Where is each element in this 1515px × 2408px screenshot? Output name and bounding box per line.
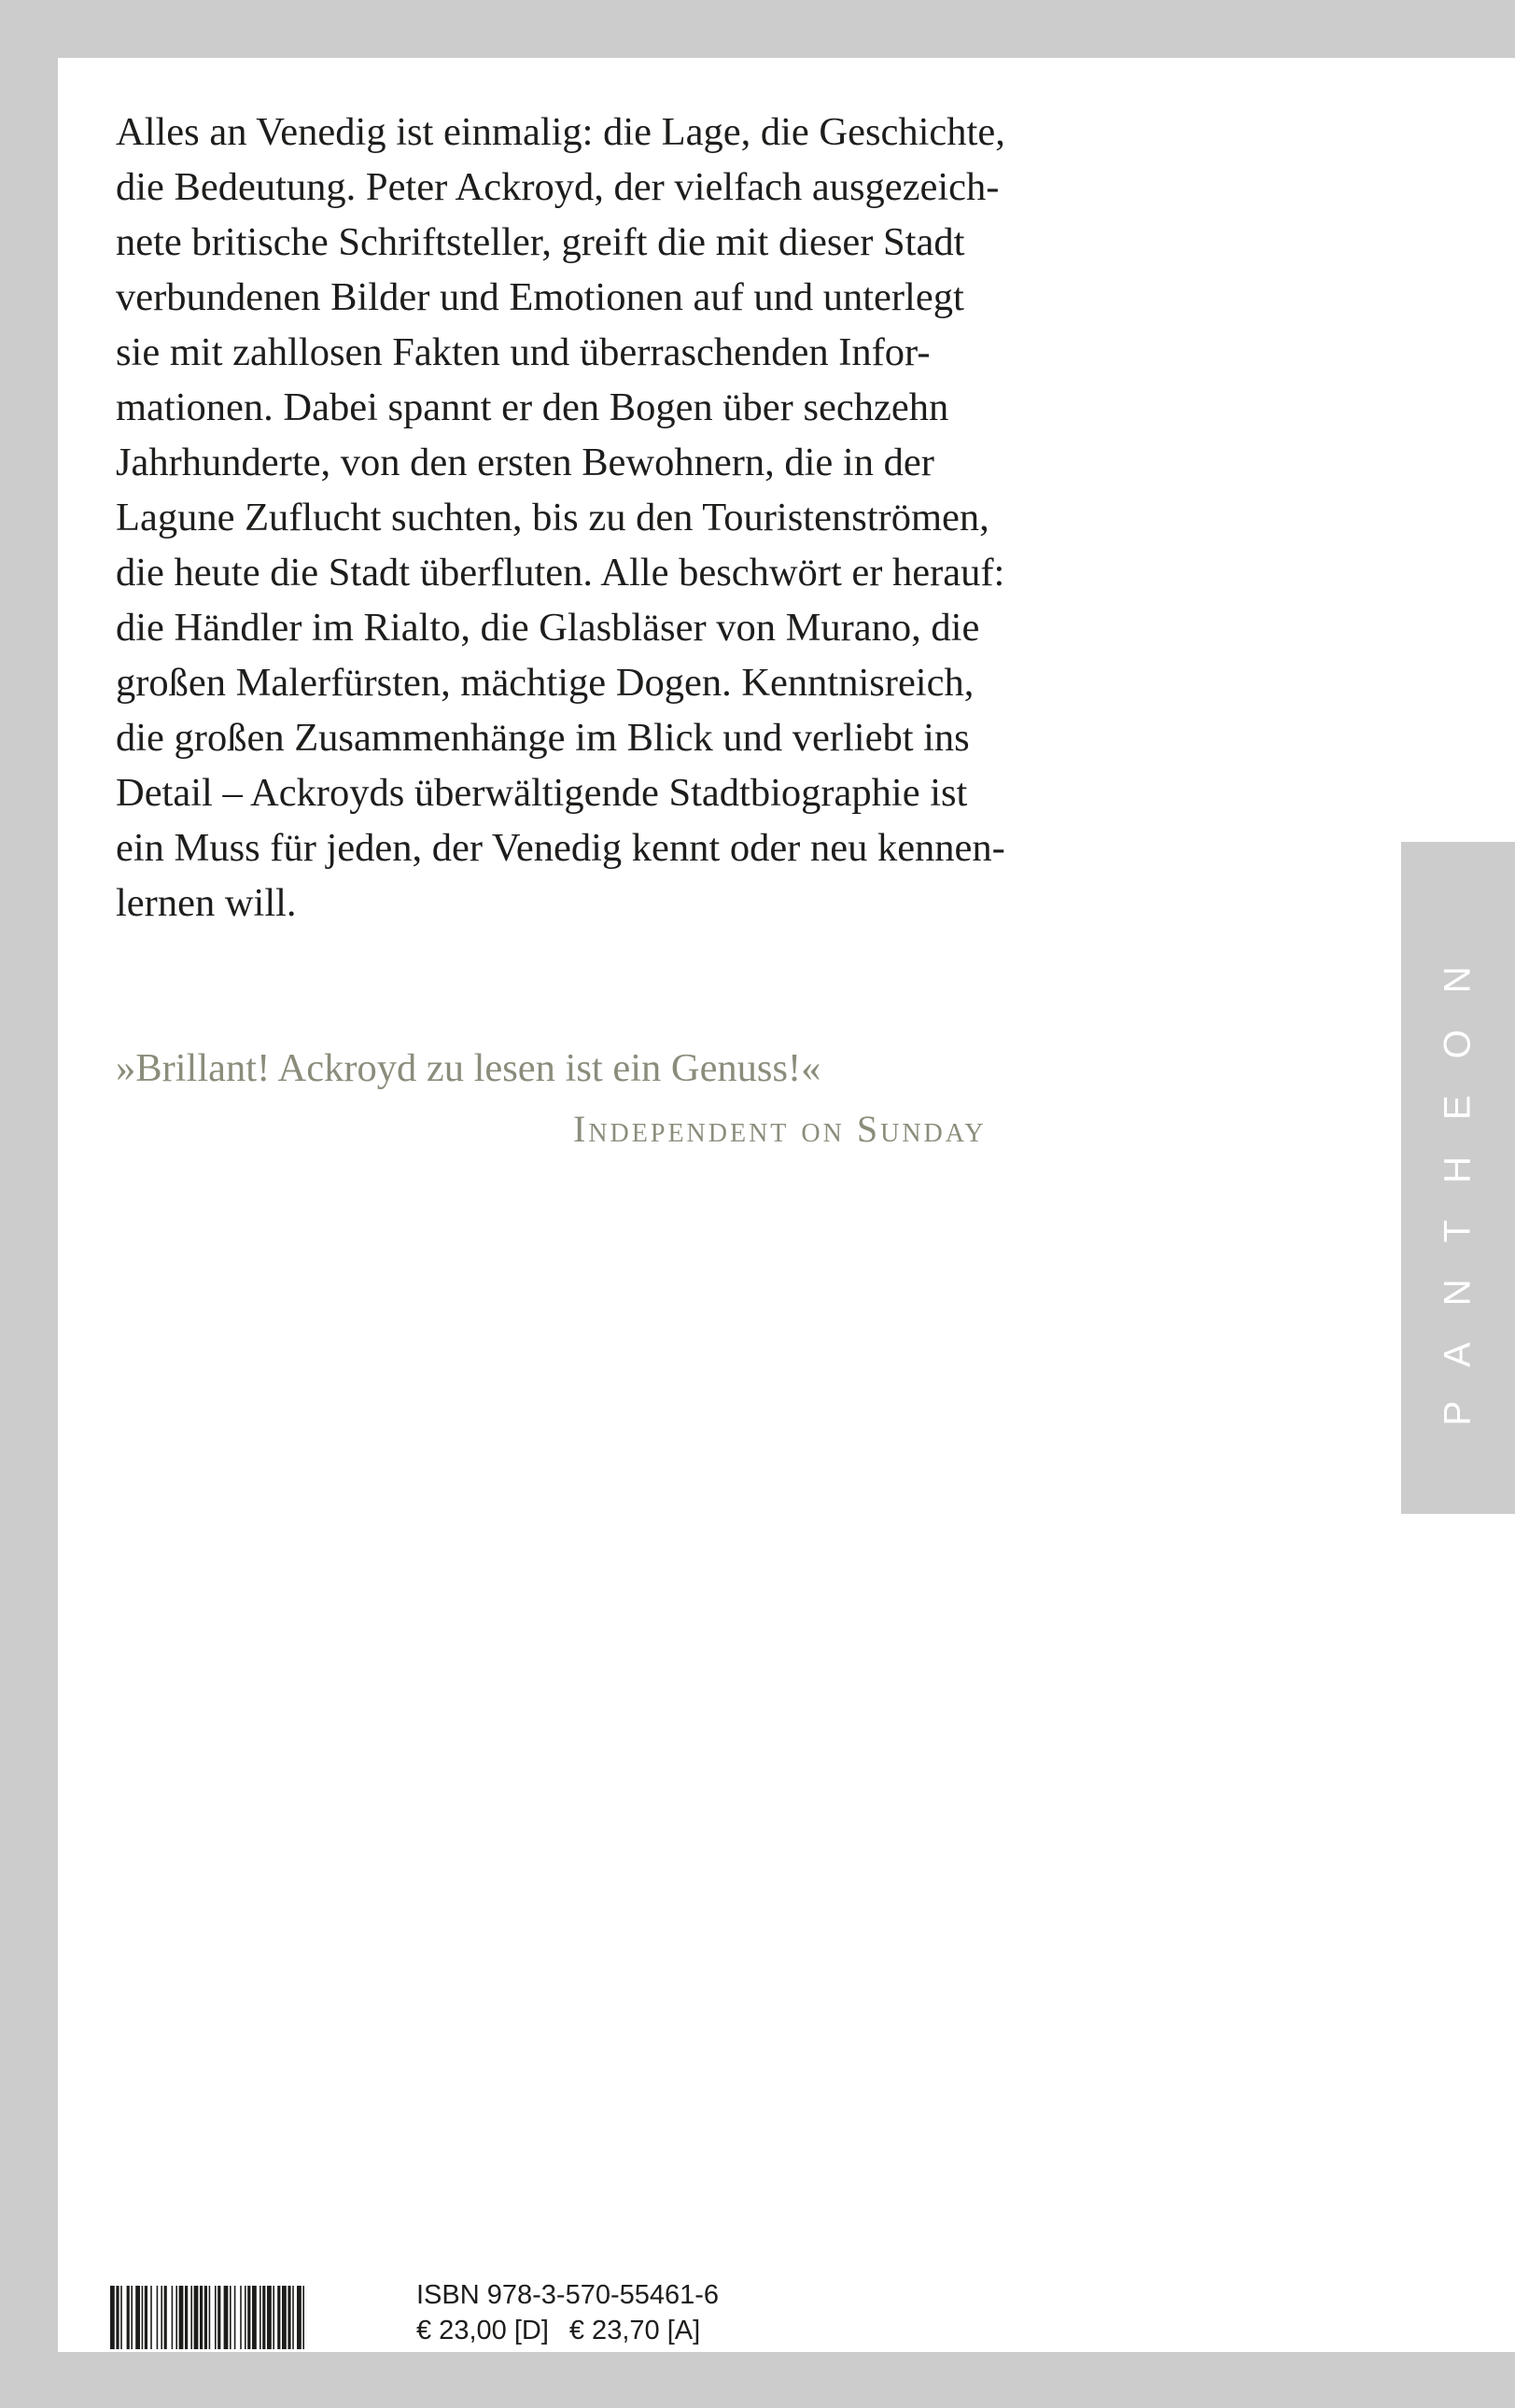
- barcode-bar: [302, 2286, 304, 2349]
- barcode-bar: [172, 2286, 174, 2349]
- price-line: [416, 2313, 719, 2348]
- blurb-line: sie mit zahllosen Fakten und überraschenden Infor-: [116, 330, 931, 374]
- blurb-line: Lagune Zuflucht suchten, bis zu den Touristenströmen,: [116, 496, 989, 539]
- barcode-bar: [234, 2286, 236, 2349]
- review-quote: »Brillant! Ackroyd zu lesen ist ein Genuss!«: [116, 1046, 821, 1090]
- barcode-bar: [157, 2286, 159, 2349]
- barcode-bar: [292, 2286, 294, 2349]
- barcode-bar: [204, 2286, 207, 2349]
- barcode-bar: [127, 2286, 130, 2349]
- barcode-bar: [150, 2286, 152, 2349]
- barcode-bar: [277, 2286, 280, 2349]
- blurb-line: mationen. Dabei spannt er den Bogen über sechzehn: [116, 385, 949, 429]
- blurb-line: die großen Zusammenhänge im Blick und verliebt ins: [116, 716, 970, 760]
- isbn-number: ISBN 978-3-570-55461-6: [416, 2280, 720, 2310]
- barcode-bar: [260, 2286, 261, 2349]
- blurb-text: [116, 105, 1199, 931]
- barcode-bar: [175, 2286, 177, 2349]
- blurb-line: Jahrhunderte, von den ersten Bewohnern, die in der: [116, 441, 934, 484]
- barcode-bar: [120, 2286, 122, 2349]
- barcode-bar: [194, 2286, 199, 2349]
- blurb-line: Alles an Venedig ist einmalig: die Lage, die Geschichte,: [116, 110, 1005, 154]
- barcode-bar: [282, 2286, 287, 2349]
- barcode-bar: [185, 2286, 188, 2349]
- price-germany: € 23,00 [D]: [416, 2316, 549, 2345]
- barcode-bar: [131, 2286, 133, 2349]
- blurb-line: lernen will.: [116, 881, 297, 925]
- barcode-bar: [215, 2286, 217, 2349]
- blurb-line: verbundenen Bilder und Emotionen auf und unterlegt: [116, 275, 964, 319]
- barcode-image: [110, 2286, 392, 2349]
- barcode-bar: [135, 2286, 140, 2349]
- barcode-bar: [110, 2286, 115, 2349]
- blurb-line: die heute die Stadt überfluten. Alle beschwört er herauf:: [116, 551, 1005, 595]
- barcode-bar: [267, 2286, 272, 2349]
- blurb-line: nete britische Schriftsteller, greift die mit dieser Stadt: [116, 220, 965, 264]
- publisher-logo: PANTHEON: [1437, 930, 1479, 1426]
- barcode-bar: [247, 2286, 250, 2349]
- blurb-line: ein Muss für jeden, der Venedig kennt oder neu kennen-: [116, 826, 1005, 870]
- barcode-bar: [145, 2286, 147, 2349]
- barcode-bar: [116, 2286, 119, 2349]
- blurb-line: die Bedeutung. Peter Ackroyd, der vielfach ausgezeich-: [116, 165, 1000, 209]
- barcode-bar: [190, 2286, 192, 2349]
- barcode-bar: [273, 2286, 274, 2349]
- review-source: Independent on Sunday: [573, 1108, 987, 1150]
- barcode-bar: [209, 2286, 211, 2349]
- barcode-bar: [252, 2286, 257, 2349]
- barcode-bar: [297, 2286, 302, 2349]
- barcode-bar: [161, 2286, 162, 2349]
- barcode-bar: [230, 2286, 231, 2349]
- blurb-line: Detail – Ackroyds überwältigende Stadtbiographie ist: [116, 771, 968, 815]
- barcode-bar: [164, 2286, 167, 2349]
- barcode-bar: [240, 2286, 242, 2349]
- barcode-bar: [288, 2286, 290, 2349]
- publisher-tab: [1401, 842, 1515, 1514]
- blurb-line: großen Malerfürsten, mächtige Dogen. Kenntnisreich,: [116, 661, 975, 705]
- barcode-bar: [200, 2286, 203, 2349]
- barcode-bar: [224, 2286, 229, 2349]
- barcode-bar: [245, 2286, 246, 2349]
- isbn-block: [416, 2277, 719, 2348]
- price-austria: € 23,70 [A]: [568, 2316, 701, 2345]
- barcode-bar: [142, 2286, 144, 2349]
- barcode-bar: [262, 2286, 265, 2349]
- barcode-bar: [179, 2286, 184, 2349]
- blurb-line: die Händler im Rialto, die Glasbläser von Murano, die: [116, 606, 980, 650]
- barcode-bar: [217, 2286, 220, 2349]
